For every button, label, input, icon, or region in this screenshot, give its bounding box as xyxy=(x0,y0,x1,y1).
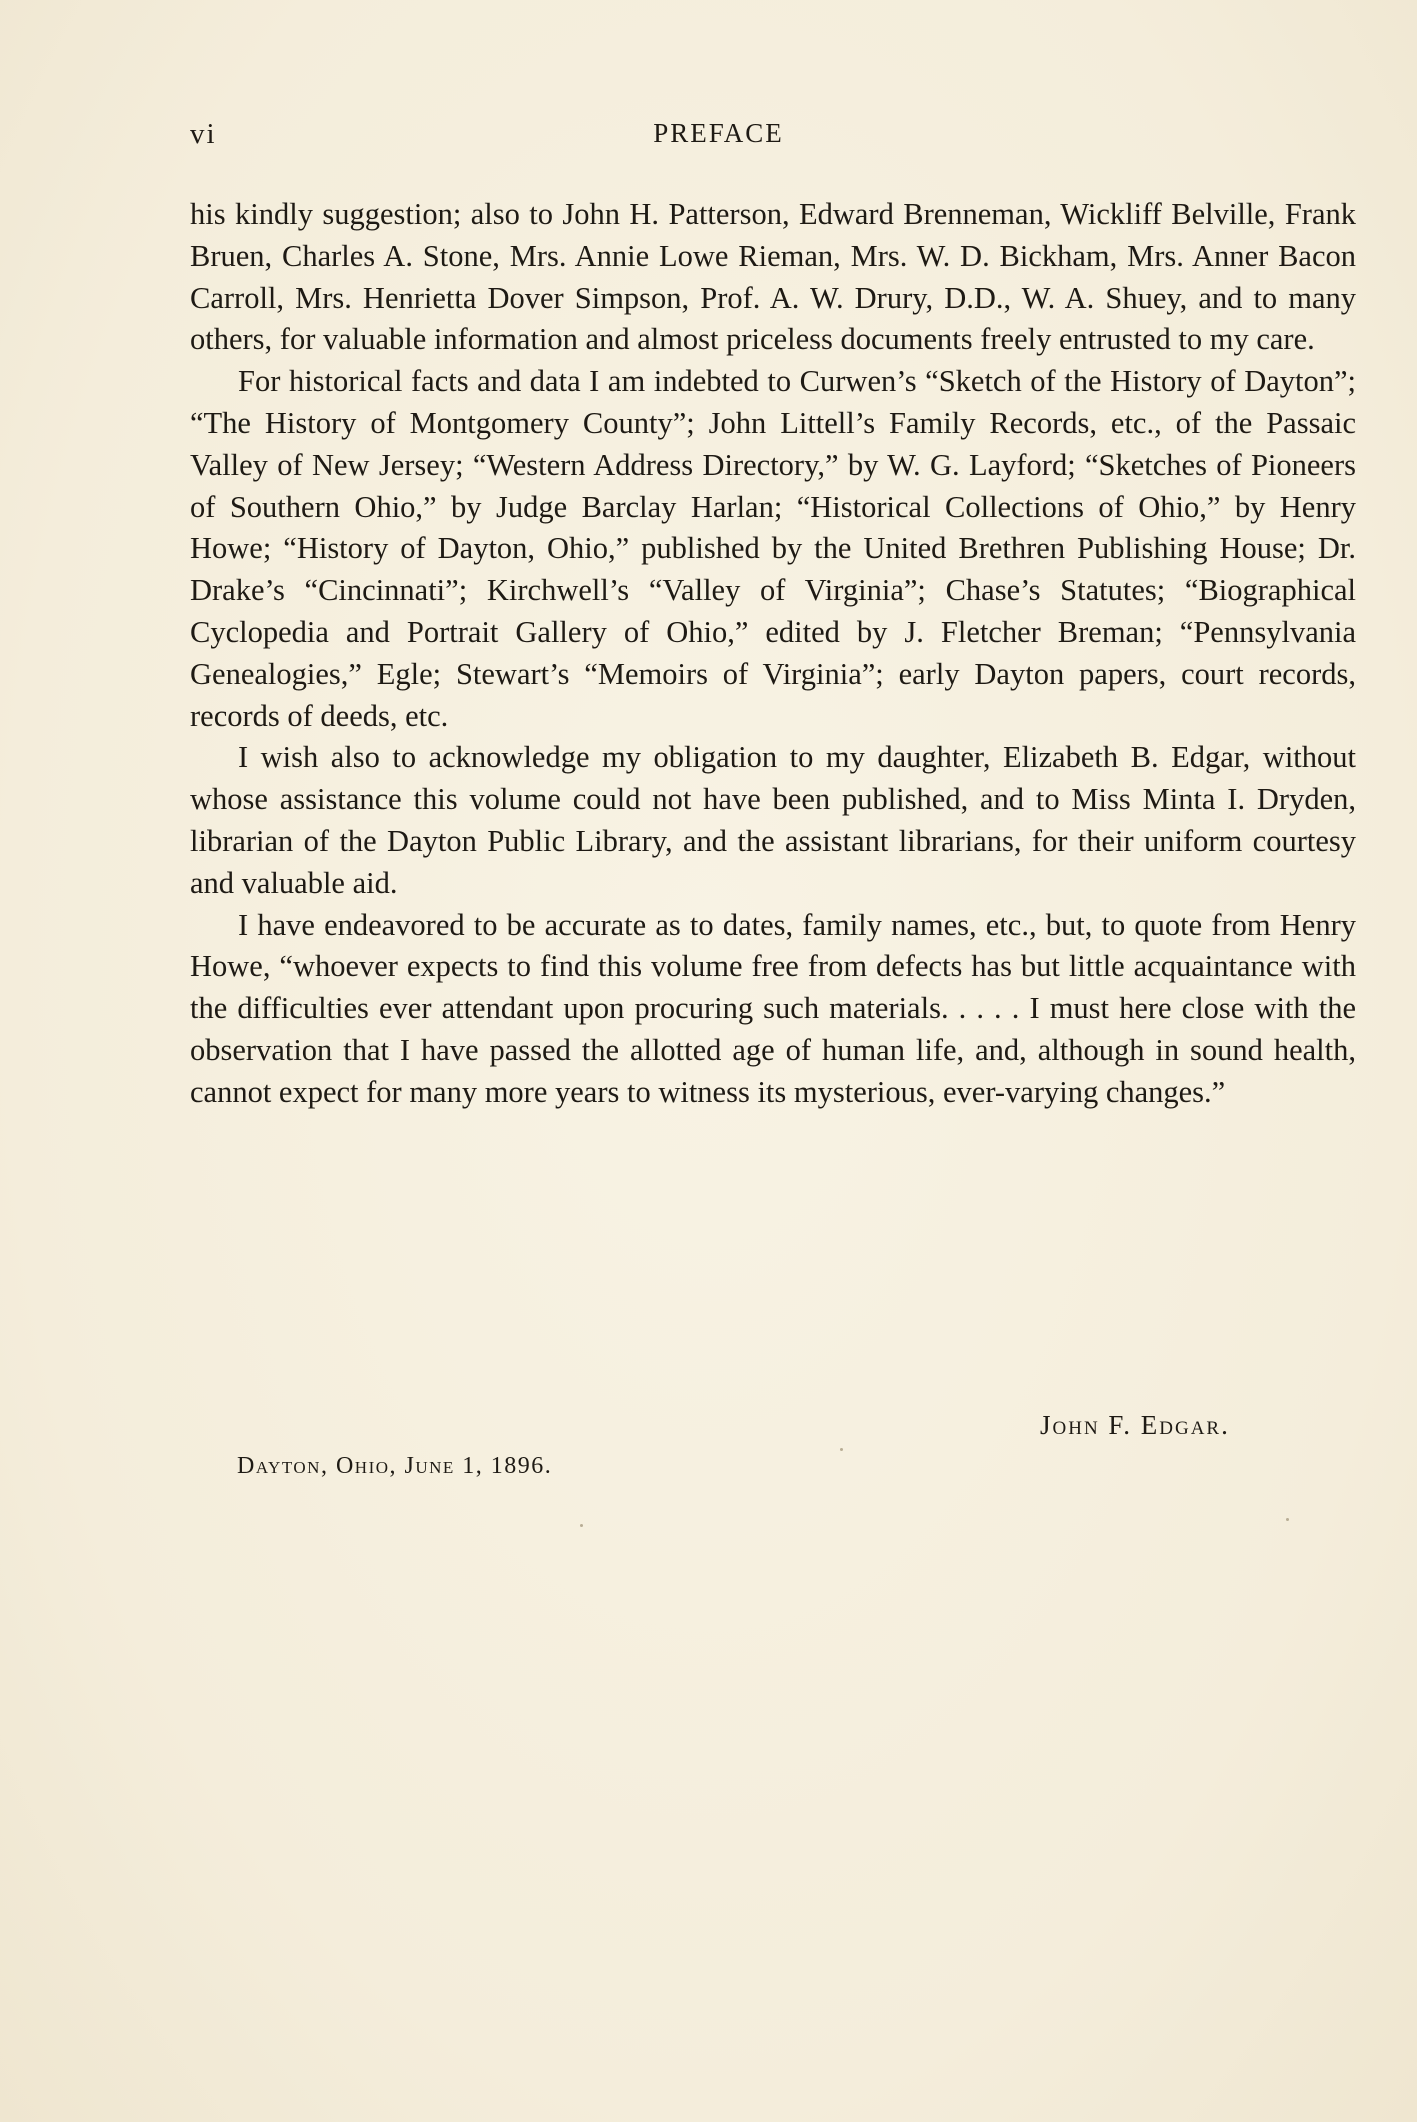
preface-body xyxy=(190,194,1356,1114)
paragraph-sources: For historical facts and data I am indebted to Curwen’s “Sketch of the History of Dayton”; “The History of Montgomery County”; John Littell’s Family Records, etc., of the Passaic Valley of New Jersey; “Western Address Directory,” by W. G. Layford; “Sketches of Pioneers of Southern Ohio,” by Judge Barclay Harlan; “Historical Collections of Ohio,” by Henry Howe; “History of Dayton, Ohio,” published by the United Brethren Publishing House; Dr. Drake’s “Cincinnati”; Kirchwell’s “Valley of Virginia”; Chase’s Statutes; “Biographical Cyclopedia and Portrait Gallery of Ohio,” edited by J. Fletcher Breman; “Pennsylvania Genealogies,” Egle; Stewart’s “Memoirs of Virginia”; early Dayton papers, court records, records of deeds, etc. xyxy=(190,364,1356,733)
paragraph-thanks: I wish also to acknowledge my obligation to my daughter, Elizabeth B. Edgar, without whose assistance this volume could not have been published, and to Miss Minta I. Dryden, librarian of the Dayton Public Library, and the assistant librarians, for their uniform courtesy and valuable aid. xyxy=(190,740,1356,900)
page-header xyxy=(190,118,1227,158)
dateline: Dayton, Ohio, June 1, 1896. xyxy=(237,1453,553,1479)
running-head: PREFACE xyxy=(653,118,784,148)
paragraph-acknowledgements-continued: his kindly suggestion; also to John H. Patterson, Edward Brenneman, Wickliff Belville, Frank Bruen, Charles A. Stone, Mrs. Annie Lowe Rieman, Mrs. W. D. Bickham, Mrs. Anner Bacon Carroll, Mrs. Henrietta Dover Simpson, Prof. A. W. Drury, D.D., W. A. Shuey, and to many others, for valuable information and almost priceless documents freely entrusted to my care. xyxy=(190,197,1356,357)
page-number: vi xyxy=(190,118,217,150)
paper-speck xyxy=(840,1448,843,1451)
paragraph-closing: I have endeavored to be accurate as to dates, family names, etc., but, to quote from Henry Howe, “whoever expects to find this volume free from defects has but little acquaintance with the difficulties ever attendant upon procuring such materials. . . . . I must here close with the observation that I have passed the allotted age of human life, and, although in sound health, cannot expect for many more years to witness its mysterious, ever-varying changes.” xyxy=(190,907,1356,1109)
paper-speck xyxy=(580,1524,583,1527)
author-signature: John F. Edgar. xyxy=(1040,1410,1230,1440)
paper-speck xyxy=(1286,1518,1289,1521)
